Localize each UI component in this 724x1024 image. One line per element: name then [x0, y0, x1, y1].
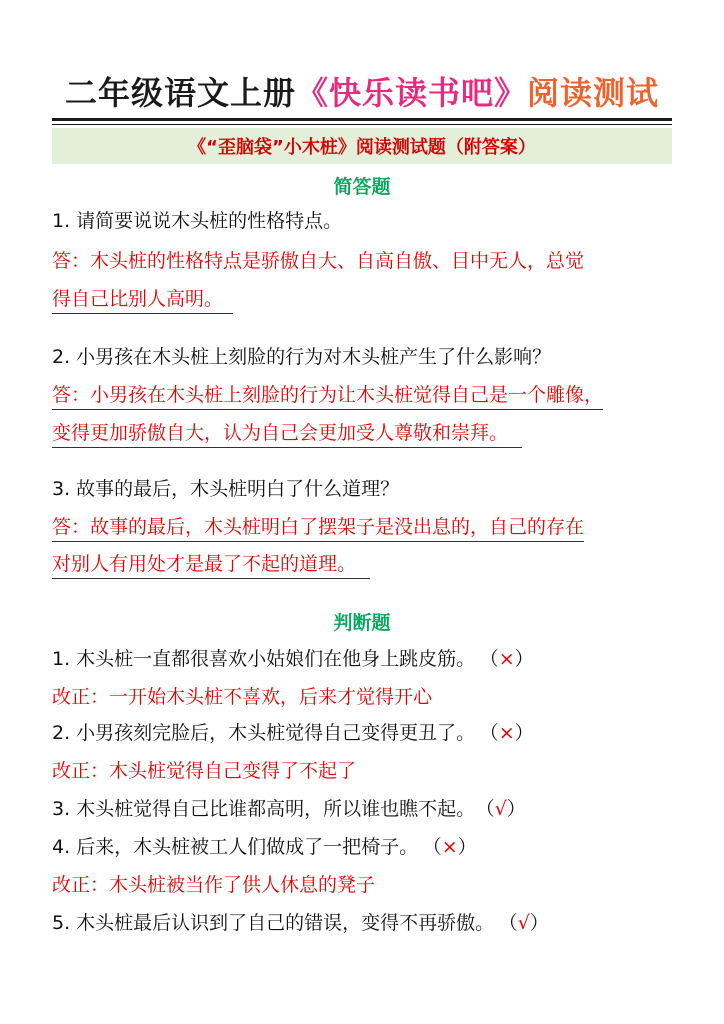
- judgment-text: 5. 木头桩最后认识到了自己的错误，变得不再骄傲。: [52, 912, 495, 934]
- judgment-bracket-close: ）: [514, 648, 534, 670]
- judgment-bracket-close: ）: [514, 722, 534, 744]
- judgment-statement: [52, 644, 534, 671]
- subtitle-banner: 《“歪脑袋”小木桩》阅读测试题（附答案）: [52, 128, 672, 164]
- answer-underlined-text: 答：小男孩在木头桩上刻脸的行为让木头桩觉得自己是一个雕像，: [52, 380, 603, 410]
- judgment-correction: 改正：一开始木头桩不喜欢，后来才觉得开心: [52, 686, 433, 708]
- judgment-bracket-close: ）: [529, 912, 549, 934]
- judgment-statement: [52, 832, 477, 859]
- judgment-bracket-open: （: [489, 722, 499, 744]
- wrong-mark-icon: ×: [498, 648, 515, 670]
- judgment-bracket-open: （: [489, 648, 499, 670]
- title-part-test: 阅读测试: [527, 74, 660, 112]
- title-divider-thin: [52, 124, 672, 125]
- judgment-text: 4. 后来，木头桩被工人们做成了一把椅子。: [52, 836, 419, 858]
- judgment-text: 1. 木头桩一直都很喜欢小姑娘们在他身上跳皮筋。: [52, 648, 476, 670]
- answer-underlined-text: 对别人有用处才是最了不起的道理。: [52, 549, 370, 579]
- section-heading-short-answer: 简答题: [333, 176, 391, 198]
- judgment-bracket-open: （: [485, 798, 495, 820]
- answer-underlined-text: 变得更加骄傲自大，认为自己会更加受人尊敬和崇拜。: [52, 418, 522, 448]
- judgment-correction: 改正：木头桩被当作了供人休息的凳子: [52, 874, 376, 896]
- wrong-mark-icon: ×: [498, 722, 515, 744]
- judgment-text: 3. 木头桩觉得自己比谁都高明，所以谁也瞧不起。: [52, 798, 476, 820]
- short-answer-answer-line: [52, 512, 674, 542]
- check-mark-icon: √: [517, 912, 530, 934]
- judgment-text: 2. 小男孩刻完脸后，木头桩觉得自己变得更丑了。: [52, 722, 476, 744]
- judgment-bracket-open: （: [508, 912, 518, 934]
- short-answer-question: 1. 请简要说说木头桩的性格特点。: [52, 210, 343, 232]
- answer-underlined-text: 答：故事的最后，木头桩明白了摆架子是没出息的，自己的存在: [52, 512, 584, 542]
- answer-underlined-text: 得自己比别人高明。: [52, 284, 233, 314]
- short-answer-answer-line: [52, 418, 674, 448]
- judgment-statement: [52, 794, 526, 821]
- wrong-mark-icon: ×: [441, 836, 458, 858]
- judgment-bracket-close: ）: [457, 836, 477, 858]
- judgment-bracket-close: ）: [506, 798, 526, 820]
- short-answer-answer-line: [52, 549, 674, 579]
- title-part-grade: 二年级语文上册: [64, 74, 296, 112]
- judgment-statement: [52, 908, 549, 935]
- short-answer-question: 3. 故事的最后，木头桩明白了什么道理？: [52, 478, 400, 500]
- judgment-correction: 改正：木头桩觉得自己变得了不起了: [52, 760, 357, 782]
- title-divider-thick: [52, 118, 672, 121]
- short-answer-question: 2. 小男孩在木头桩上刻脸的行为对木头桩产生了什么影响？: [52, 346, 552, 368]
- title-part-book: 《快乐读书吧》: [295, 74, 527, 112]
- judgment-bracket-open: （: [432, 836, 442, 858]
- check-mark-icon: √: [494, 798, 507, 820]
- section-heading-true-false: 判断题: [333, 612, 391, 634]
- short-answer-answer-line: [52, 380, 674, 410]
- short-answer-answer-line: 答：木头桩的性格特点是骄傲自大、自高自傲、目中无人，总觉: [52, 250, 585, 272]
- page-title: [0, 68, 724, 114]
- judgment-statement: [52, 718, 534, 745]
- short-answer-answer-line: [52, 284, 674, 314]
